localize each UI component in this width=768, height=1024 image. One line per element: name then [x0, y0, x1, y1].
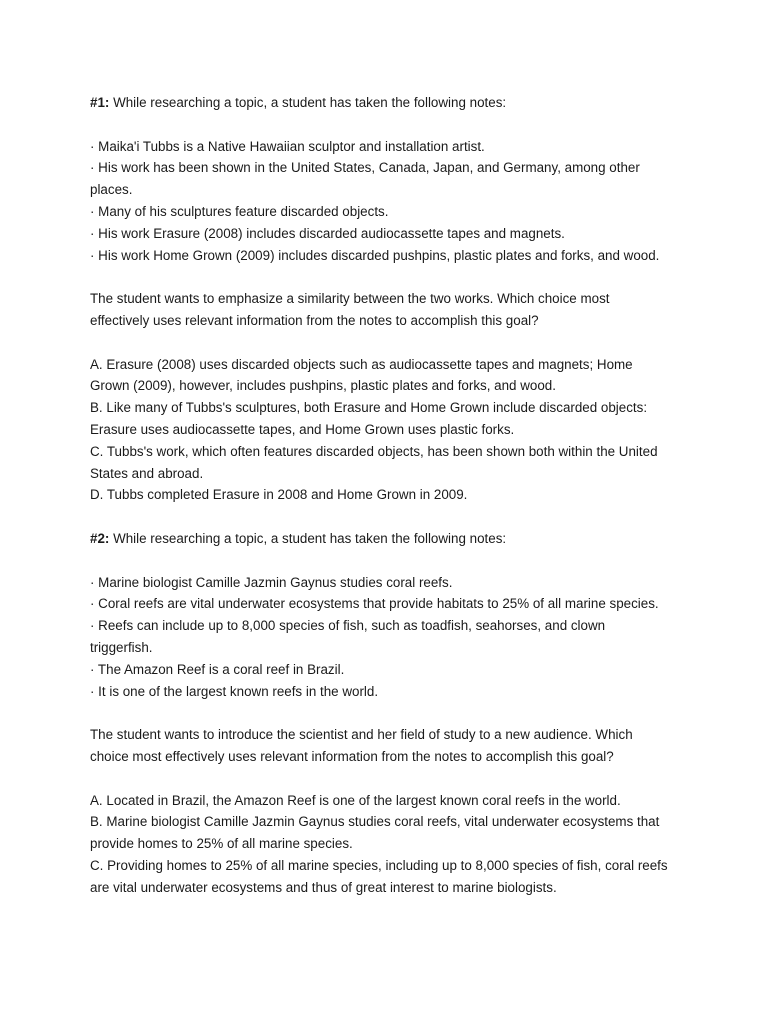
answer-choices [90, 790, 686, 899]
answer-choice-b: B. Marine biologist Camille Jazmin Gaynus studies coral reefs, vital underwater ecosystems that provide homes to 25% of all marine species. [90, 814, 660, 852]
answer-choice-c: C. Providing homes to 25% of all marine species, including up to 8,000 species of fish, coral reefs are vital underwater ecosystems and thus of great interest to marine biologists. [90, 857, 668, 895]
document-page [90, 92, 686, 898]
question-1 [90, 92, 686, 506]
note-item: · Reefs can include up to 8,000 species of fish, such as toadfish, seahorses, and clown triggerfish. [90, 618, 606, 655]
note-item: · His work Home Grown (2009) includes discarded pushpins, plastic plates and forks, and wood. [90, 247, 660, 263]
note-item: · It is one of the largest known reefs in the world. [90, 683, 379, 699]
question-2-heading [90, 528, 686, 550]
answer-choice-a: A. Erasure (2008) uses discarded objects such as audiocassette tapes and magnets; Home Grown (2009), however, includes pushpins, plastic plates and forks, and wood. [90, 356, 633, 394]
note-item: · Coral reefs are vital underwater ecosystems that provide habitats to 25% of all marine species. [90, 596, 659, 612]
answer-choice-a: A. Located in Brazil, the Amazon Reef is one of the largest known coral reefs in the world. [90, 792, 621, 808]
note-item: · Marine biologist Camille Jazmin Gaynus studies coral reefs. [90, 574, 453, 590]
answer-choice-b: B. Like many of Tubbs's sculptures, both Erasure and Home Grown include discarded objects: Erasure uses audiocassette tapes, and Home Grown uses plastic forks. [90, 400, 648, 437]
note-item: · The Amazon Reef is a coral reef in Brazil. [90, 661, 345, 677]
question-intro: While researching a topic, a student has taken the following notes: [113, 530, 507, 546]
question-1-heading [90, 92, 686, 114]
note-item: · His work has been shown in the United States, Canada, Japan, and Germany, among other places. [90, 160, 640, 198]
note-item: · Many of his sculptures feature discarded objects. [90, 203, 389, 219]
question-prompt: The student wants to introduce the scientist and her field of study to a new audience. Which choice most effectively uses relevant information from the notes to accomplish this goal? [90, 727, 633, 764]
answer-choice-c: C. Tubbs's work, which often features discarded objects, has been shown both within the United States and abroad. [90, 443, 658, 481]
notes-list [90, 572, 686, 703]
question-number: #2: [90, 530, 110, 546]
note-item: · His work Erasure (2008) includes discarded audiocassette tapes and magnets. [90, 225, 565, 241]
answer-choices [90, 354, 686, 507]
question-prompt: The student wants to emphasize a similarity between the two works. Which choice most effectively uses relevant information from the notes to accomplish this goal? [90, 291, 610, 328]
question-number: #1: [90, 95, 110, 110]
question-intro: While researching a topic, a student has taken the following notes: [113, 95, 507, 110]
notes-list [90, 136, 686, 267]
note-item: · Maika'i Tubbs is a Native Hawaiian sculptor and installation artist. [90, 138, 485, 154]
answer-choice-d: D. Tubbs completed Erasure in 2008 and Home Grown in 2009. [90, 487, 468, 503]
question-2 [90, 528, 686, 899]
